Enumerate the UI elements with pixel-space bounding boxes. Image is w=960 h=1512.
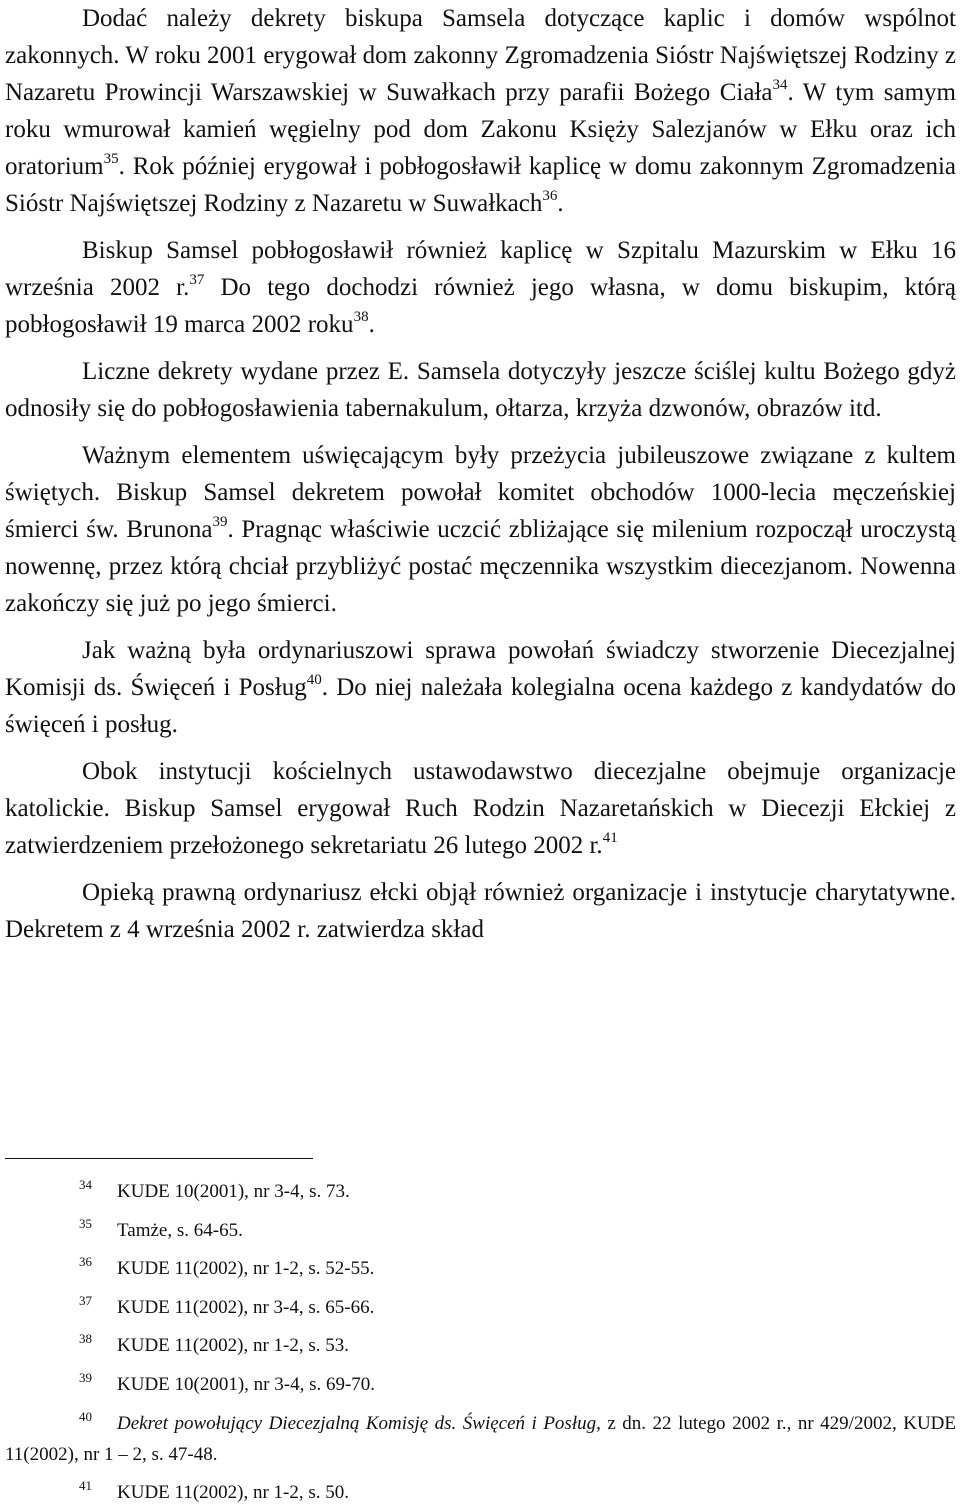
footnote-34 — [5, 1173, 956, 1212]
footnote-text: KUDE 10(2001), nr 3-4, s. 73. — [117, 1181, 350, 1202]
footnote-number: 37 — [79, 1292, 92, 1308]
paragraph-text: Do tego dochodzi również jego własna, w domu biskupim, którą pobłogosławił 19 marca 2002 roku — [5, 274, 956, 338]
paragraph-text: Opieką prawną ordynariusz ełcki objął również organizacje i instytucje charytatywne. Dekretem z 4 września 2002 r. zatwierdza skład — [5, 879, 956, 943]
paragraph-text: . — [557, 190, 564, 217]
paragraph-5 — [5, 632, 956, 743]
footnote-number: 39 — [79, 1369, 92, 1385]
footnote-ref[interactable]: 40 — [306, 671, 322, 688]
paragraph-text: . W tym samym roku wmurował kamień węgielny pod dom Zakonu Księży Salezjanów w Ełku oraz ich oratorium — [5, 79, 956, 180]
footnote-ref[interactable]: 36 — [542, 187, 558, 204]
document-page — [5, 0, 957, 1503]
paragraph-6 — [5, 753, 956, 864]
paragraph-text: Jak ważną była ordynariuszowi sprawa powołań świadczy stworzenie Diecezjalnej Komisji ds. Święceń i Posług — [5, 637, 956, 701]
footnote-36 — [5, 1250, 956, 1289]
footnote-ref[interactable]: 37 — [189, 271, 205, 288]
footnote-number: 34 — [79, 1177, 92, 1192]
footnote-35 — [5, 1212, 956, 1251]
footnote-41 — [5, 1474, 956, 1512]
footnote-ref[interactable]: 35 — [103, 150, 119, 167]
footnote-38 — [5, 1327, 956, 1366]
paragraph-1 — [5, 0, 956, 222]
footnote-text: , z dn. 22 lutego 2002 r., nr 429/2002, KUDE 11(2002), nr 1 – 2, s. 47-48. — [5, 1412, 956, 1465]
footnote-number: 38 — [79, 1331, 92, 1347]
footnote-text: KUDE 10(2001), nr 3-4, s. 69-70. — [117, 1373, 376, 1395]
footnote-number: 40 — [79, 1408, 92, 1424]
paragraph-4 — [5, 437, 956, 622]
footnote-number: 41 — [79, 1477, 92, 1493]
footnote-text: KUDE 11(2002), nr 3-4, s. 65-66. — [117, 1296, 375, 1318]
paragraph-text: Obok instytucji kościelnych ustawodawstwo diecezjalne obejmuje organizacje katolickie. Biskup Samsel erygował Ruch Rodzin Nazaretańskich w Diecezji Ełckiej z zatwierdzeniem przełożonego sekretariatu 26 lutego 2002 r. — [5, 758, 956, 859]
footnote-ref[interactable]: 38 — [353, 308, 369, 325]
footnote-text: KUDE 11(2002), nr 1-2, s. 53. — [117, 1335, 350, 1357]
paragraph-text: . Pragnąc właściwie uczcić zbliżające się milenium rozpoczął uroczystą nowennę, przez którą chciał przybliżyć postać męczennika wszystkim diecezjanom. Nowenna zakończy się już po jego śmierci. — [5, 516, 956, 617]
paragraph-text: . Do niej należała kolegialna ocena każdego z kandydatów do święceń i posług. — [5, 674, 957, 738]
footnote-ref[interactable]: 39 — [212, 513, 228, 530]
paragraph-7 — [5, 874, 956, 948]
paragraph-text: Dodać należy dekrety biskupa Samsela dotyczące kaplic i domów wspólnot zakonnych. W roku 2001 erygował dom zakonny Zgromadzenia Sióstr Najświętszej Rodziny z Nazaretu Prowincji Warszawskiej w Suwałkach przy parafii Bożego Ciała — [5, 5, 956, 106]
footnote-number: 36 — [79, 1254, 92, 1270]
footnotes — [5, 1173, 956, 1512]
footnote-text: KUDE 11(2002), nr 1-2, s. 52-55. — [117, 1258, 375, 1280]
footnote-40 — [5, 1405, 956, 1474]
paragraph-3 — [5, 353, 956, 427]
paragraph-2 — [5, 232, 956, 343]
footnote-number: 35 — [79, 1215, 92, 1231]
footnote-italic-title: Dekret powołujący Diecezjalną Komisję ds. Święceń i Posług — [117, 1412, 597, 1434]
paragraph-text: Liczne dekrety wydane przez E. Samsela dotyczyły jeszcze ściślej kultu Bożego gdyż odnosiły się do pobłogosławienia tabernakulum, ołtarza, krzyża dzwonów, obrazów itd. — [5, 358, 956, 422]
footnote-37 — [5, 1289, 956, 1328]
footnote-text: Tamże, s. 64-65. — [117, 1219, 243, 1241]
paragraph-text: Biskup Samsel pobłogosławił również kaplicę w Szpitalu Mazurskim w Ełku 16 września 2002 r. — [5, 237, 956, 301]
footnote-text: KUDE 11(2002), nr 1-2, s. 50. — [117, 1481, 350, 1503]
footnote-39 — [5, 1366, 956, 1405]
footnote-ref[interactable]: 41 — [602, 829, 618, 846]
paragraph-text: Ważnym elementem uświęcającym były przeżycia jubileuszowe związane z kultem świętych. Biskup Samsel dekretem powołał komitet obchodów 1000-lecia męczeńskiej śmierci św. Brunona — [5, 442, 956, 543]
footnote-ref[interactable]: 34 — [772, 76, 788, 93]
paragraph-text: . Rok później erygował i pobłogosławił kaplicę w domu zakonnym Zgromadzenia Sióstr Najświętszej Rodziny z Nazaretu w Suwałkach — [5, 153, 956, 217]
footnote-separator — [5, 1158, 313, 1159]
paragraph-text: . — [368, 311, 375, 338]
